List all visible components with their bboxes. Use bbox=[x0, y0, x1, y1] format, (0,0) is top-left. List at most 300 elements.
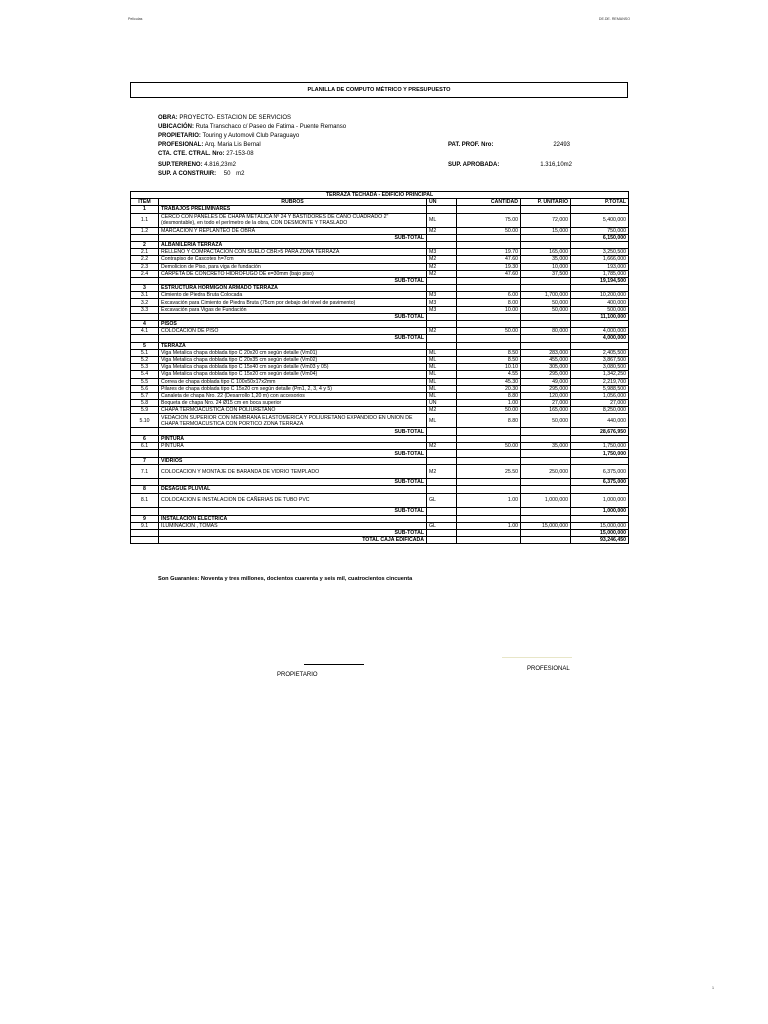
empty-cell bbox=[427, 458, 457, 465]
item-quantity: 8.80 bbox=[457, 392, 521, 399]
item-description: CHAPA TERMOACUSTICA CON POLIURETANO bbox=[159, 407, 427, 414]
empty-cell bbox=[571, 241, 629, 248]
empty-cell bbox=[131, 277, 159, 284]
item-number: 5.7 bbox=[131, 392, 159, 399]
item-number: 5.2 bbox=[131, 356, 159, 363]
item-number: 4.1 bbox=[131, 328, 159, 335]
item-unit: ML bbox=[427, 356, 457, 363]
profesional-label: PROFESIONAL: bbox=[158, 142, 204, 148]
subtotal-row bbox=[131, 507, 629, 515]
profesional-line bbox=[158, 142, 261, 148]
subtotal-label: SUB-TOTAL bbox=[159, 234, 427, 241]
category-row bbox=[131, 458, 629, 465]
item-total: 1,056,000 bbox=[571, 392, 629, 399]
propietario-signature-line bbox=[304, 664, 364, 665]
empty-cell bbox=[457, 335, 521, 342]
empty-cell bbox=[571, 321, 629, 328]
item-row bbox=[131, 414, 629, 428]
item-description: Excavación para Cimiento de Piedra Bruta (75cm por debajo del nivel de pavimento) bbox=[159, 299, 427, 306]
item-unit-price: 72,000 bbox=[521, 213, 571, 227]
item-unit-price: 37,500 bbox=[521, 270, 571, 277]
pat-prof-label: PAT. PROF. Nro: bbox=[448, 142, 494, 148]
item-number: 2.1 bbox=[131, 249, 159, 256]
item-quantity: 50.00 bbox=[457, 328, 521, 335]
item-row bbox=[131, 465, 629, 479]
item-total: 5,988,500 bbox=[571, 385, 629, 392]
item-description: CARPETA DE CONCRETO HIDROFUGO DE e=30mm (bajo piso) bbox=[159, 270, 427, 277]
item-description: Boqueta de chapa Nro. 24 Ø15 cm en boca superior bbox=[159, 400, 427, 407]
item-unit: M2 bbox=[427, 407, 457, 414]
item-unit-price: 120,000 bbox=[521, 392, 571, 399]
item-total: 1,785,000 bbox=[571, 270, 629, 277]
item-row bbox=[131, 349, 629, 356]
empty-cell bbox=[427, 450, 457, 458]
empty-cell bbox=[131, 313, 159, 320]
category-row bbox=[131, 515, 629, 522]
item-row bbox=[131, 400, 629, 407]
item-total: 8,250,000 bbox=[571, 407, 629, 414]
item-unit-price: 35,000 bbox=[521, 442, 571, 449]
empty-cell bbox=[457, 285, 521, 292]
empty-cell bbox=[131, 450, 159, 458]
item-unit: M2 bbox=[427, 256, 457, 263]
empty-cell bbox=[427, 435, 457, 442]
empty-cell bbox=[131, 529, 159, 536]
item-total: 440,000 bbox=[571, 414, 629, 428]
item-unit-price: 10,000 bbox=[521, 263, 571, 270]
propietario-value: Touring y Automovil Club Paraguayo bbox=[202, 133, 300, 139]
item-unit-price: 295,000 bbox=[521, 371, 571, 378]
document-title: PLANILLA DE COMPUTO MÉTRICO Y PRESUPUESTO bbox=[130, 82, 628, 98]
empty-cell bbox=[427, 507, 457, 515]
item-number: 5.3 bbox=[131, 364, 159, 371]
item-description: Demolicion de Piso, para viga de fundación bbox=[159, 263, 427, 270]
item-row bbox=[131, 306, 629, 313]
item-total: 2,219,700 bbox=[571, 378, 629, 385]
item-unit-price: 49,000 bbox=[521, 378, 571, 385]
ubicacion-value: Ruta Transchaco c/ Paseo de Fatima - Puente Remanso bbox=[195, 124, 347, 130]
page-number: 1 bbox=[712, 986, 714, 990]
category-number: 1 bbox=[131, 206, 159, 213]
empty-cell bbox=[457, 507, 521, 515]
item-row bbox=[131, 256, 629, 263]
item-quantity: 10.10 bbox=[457, 364, 521, 371]
category-name: DESAGUE PLUVIAL bbox=[159, 486, 427, 493]
item-unit-price: 283,000 bbox=[521, 349, 571, 356]
item-quantity: 10.00 bbox=[457, 306, 521, 313]
subtotal-label: SUB-TOTAL bbox=[159, 428, 427, 435]
empty-cell bbox=[131, 335, 159, 342]
subtotal-label: SUB-TOTAL bbox=[159, 529, 427, 536]
sup-terreno-line bbox=[158, 162, 236, 168]
item-total: 1,750,000 bbox=[571, 442, 629, 449]
item-quantity: 1.00 bbox=[457, 400, 521, 407]
subtotal-value: 15,000,000 bbox=[571, 529, 629, 536]
category-name: TERRAZA bbox=[159, 342, 427, 349]
item-unit: ML bbox=[427, 414, 457, 428]
item-description: Viga Metalica chapa doblada tipo C 20x20 cm según detalle (Vm01) bbox=[159, 349, 427, 356]
empty-cell bbox=[427, 335, 457, 342]
item-quantity: 50.00 bbox=[457, 407, 521, 414]
empty-cell bbox=[457, 428, 521, 435]
item-description: Viga Metalica chapa doblada tipo C 15x40 cm según detalle (Vm03 y 05) bbox=[159, 364, 427, 371]
empty-cell bbox=[571, 486, 629, 493]
empty-cell bbox=[521, 486, 571, 493]
item-total: 3,250,500 bbox=[571, 249, 629, 256]
header-rubros: RUBROS bbox=[159, 199, 427, 206]
item-total: 27,000 bbox=[571, 400, 629, 407]
item-total: 1,000,000 bbox=[571, 493, 629, 507]
item-row bbox=[131, 392, 629, 399]
item-total: 400,000 bbox=[571, 299, 629, 306]
empty-cell bbox=[457, 435, 521, 442]
item-number: 1.1 bbox=[131, 213, 159, 227]
item-unit-price: 1,000,000 bbox=[521, 493, 571, 507]
empty-cell bbox=[457, 241, 521, 248]
empty-cell bbox=[521, 450, 571, 458]
propietario-label: PROPIETARIO: bbox=[158, 133, 201, 139]
empty-cell bbox=[131, 234, 159, 241]
empty-cell bbox=[571, 342, 629, 349]
item-unit: ML bbox=[427, 378, 457, 385]
item-quantity: 47.60 bbox=[457, 270, 521, 277]
empty-cell bbox=[427, 537, 457, 544]
subtotal-value: 28,676,950 bbox=[571, 428, 629, 435]
item-number: 7.1 bbox=[131, 465, 159, 479]
item-quantity: 47.60 bbox=[457, 256, 521, 263]
sup-construir-line bbox=[158, 171, 245, 177]
item-total: 1,666,000 bbox=[571, 256, 629, 263]
item-number: 5.9 bbox=[131, 407, 159, 414]
category-name: ALBAÑILERIA TERRAZA bbox=[159, 241, 427, 248]
item-unit-price: 80,000 bbox=[521, 328, 571, 335]
category-name: PINTURA bbox=[159, 435, 427, 442]
subtotal-label: SUB-TOTAL bbox=[159, 450, 427, 458]
subtotal-value: 6,150,000 bbox=[571, 234, 629, 241]
item-number: 5.1 bbox=[131, 349, 159, 356]
category-row bbox=[131, 342, 629, 349]
item-quantity: 50.00 bbox=[457, 227, 521, 234]
subtotal-value: 1,000,000 bbox=[571, 507, 629, 515]
item-unit: M3 bbox=[427, 249, 457, 256]
item-total: 500,000 bbox=[571, 306, 629, 313]
empty-cell bbox=[571, 458, 629, 465]
empty-cell bbox=[521, 241, 571, 248]
item-unit-price: 27,000 bbox=[521, 400, 571, 407]
empty-cell bbox=[571, 206, 629, 213]
header-item: ÍTEM bbox=[131, 199, 159, 206]
item-unit: M2 bbox=[427, 270, 457, 277]
item-unit: ML bbox=[427, 364, 457, 371]
item-description: Viga Metalica chapa doblada tipo C 15x20 cm según detalle (Vm04) bbox=[159, 371, 427, 378]
item-quantity: 1.00 bbox=[457, 522, 521, 529]
empty-cell bbox=[427, 486, 457, 493]
item-unit-price: 250,000 bbox=[521, 465, 571, 479]
item-unit: ML bbox=[427, 392, 457, 399]
empty-cell bbox=[457, 486, 521, 493]
subtotal-row bbox=[131, 335, 629, 342]
category-name: TRABAJOS PRELIMINARES bbox=[159, 206, 427, 213]
empty-cell bbox=[457, 321, 521, 328]
item-row bbox=[131, 299, 629, 306]
header-un: UN bbox=[427, 199, 457, 206]
empty-cell bbox=[427, 206, 457, 213]
item-unit-price: 165,000 bbox=[521, 249, 571, 256]
subtotal-value: 4,000,000 bbox=[571, 335, 629, 342]
cta-value: 27-153-08 bbox=[226, 151, 254, 157]
item-description: Viga Metalica chapa doblada tipo C 20x35 cm según detalle (Vm02) bbox=[159, 356, 427, 363]
item-description: Canaleta de chapa Nro. 22 (Desarrollo 1,20 m) con accesorios bbox=[159, 392, 427, 399]
empty-cell bbox=[427, 234, 457, 241]
category-row bbox=[131, 435, 629, 442]
item-unit: ML bbox=[427, 349, 457, 356]
category-number: 7 bbox=[131, 458, 159, 465]
item-unit-price: 15,000 bbox=[521, 227, 571, 234]
amount-in-words: Son Guaranies: Noventa y tres millones, docientos cuarenta y seis mil, cuatrocientos cincuenta bbox=[158, 576, 413, 582]
sup-aprobada-value: 1.316,10m2 bbox=[540, 162, 572, 168]
empty-cell bbox=[427, 241, 457, 248]
item-quantity: 25.50 bbox=[457, 465, 521, 479]
item-row bbox=[131, 263, 629, 270]
sup-construir-unit: m2 bbox=[236, 171, 245, 177]
item-row bbox=[131, 356, 629, 363]
item-quantity: 45.30 bbox=[457, 378, 521, 385]
item-unit: M2 bbox=[427, 442, 457, 449]
item-row bbox=[131, 493, 629, 507]
subtotal-value: 19,194,500 bbox=[571, 277, 629, 284]
subtotal-row bbox=[131, 428, 629, 435]
item-total: 2,405,500 bbox=[571, 349, 629, 356]
item-number: 1.2 bbox=[131, 227, 159, 234]
empty-cell bbox=[457, 450, 521, 458]
item-total: 193,000 bbox=[571, 263, 629, 270]
item-unit-price: 50,000 bbox=[521, 414, 571, 428]
profesional-signature-label: PROFESIONAL bbox=[527, 666, 570, 672]
item-unit: GL bbox=[427, 493, 457, 507]
item-unit: M2 bbox=[427, 465, 457, 479]
obra-value: PROYECTO- ESTACION DE SERVICIOS bbox=[179, 115, 292, 121]
item-quantity: 8.50 bbox=[457, 349, 521, 356]
item-unit-price: 455,000 bbox=[521, 356, 571, 363]
empty-cell bbox=[427, 428, 457, 435]
subtotal-row bbox=[131, 277, 629, 284]
ubicacion-label: UBICACIÓN: bbox=[158, 124, 194, 130]
profesional-value: Arq. Maria Lis Bernal bbox=[204, 142, 261, 148]
item-row bbox=[131, 378, 629, 385]
empty-cell bbox=[427, 277, 457, 284]
item-total: 15,000,000 bbox=[571, 522, 629, 529]
item-row bbox=[131, 227, 629, 234]
item-description: PINTURA bbox=[159, 442, 427, 449]
item-total: 5,400,000 bbox=[571, 213, 629, 227]
item-description: Excavación para Vigas de Fundación bbox=[159, 306, 427, 313]
item-number: 5.10 bbox=[131, 414, 159, 428]
item-quantity: 1.00 bbox=[457, 493, 521, 507]
item-row bbox=[131, 407, 629, 414]
item-unit-price: 50,000 bbox=[521, 299, 571, 306]
header-right-text: DE.DE. REMANSO bbox=[598, 17, 630, 21]
item-number: 2.2 bbox=[131, 256, 159, 263]
subtotal-row bbox=[131, 529, 629, 536]
item-unit: M3 bbox=[427, 292, 457, 299]
category-number: 5 bbox=[131, 342, 159, 349]
category-row bbox=[131, 206, 629, 213]
section-title-row bbox=[131, 192, 629, 199]
item-description: Correa de chapa doblada tipo C 100x50x17x2mm bbox=[159, 378, 427, 385]
empty-cell bbox=[521, 428, 571, 435]
subtotal-label: SUB-TOTAL bbox=[159, 335, 427, 342]
subtotal-row bbox=[131, 234, 629, 241]
empty-cell bbox=[571, 435, 629, 442]
category-number: 2 bbox=[131, 241, 159, 248]
item-total: 4,000,000 bbox=[571, 328, 629, 335]
item-row bbox=[131, 270, 629, 277]
empty-cell bbox=[427, 479, 457, 486]
cta-line bbox=[158, 151, 254, 157]
item-row bbox=[131, 249, 629, 256]
empty-cell bbox=[457, 537, 521, 544]
empty-cell bbox=[457, 479, 521, 486]
item-number: 9.1 bbox=[131, 522, 159, 529]
empty-cell bbox=[457, 458, 521, 465]
header-cantidad: CANTIDAD bbox=[457, 199, 521, 206]
item-unit-price: 50,000 bbox=[521, 306, 571, 313]
item-row bbox=[131, 292, 629, 299]
sup-aprobada-label: SUP. APROBADA: bbox=[448, 162, 500, 168]
obra-label: OBRA: bbox=[158, 115, 178, 121]
empty-cell bbox=[457, 234, 521, 241]
empty-cell bbox=[521, 313, 571, 320]
header-left-text: Peliculas bbox=[128, 17, 143, 21]
empty-cell bbox=[131, 428, 159, 435]
empty-cell bbox=[521, 277, 571, 284]
empty-cell bbox=[427, 342, 457, 349]
empty-cell bbox=[427, 285, 457, 292]
empty-cell bbox=[571, 515, 629, 522]
section-title: TERRAZA TECHADA - EDIFICIO PRINCIPAL bbox=[131, 192, 629, 199]
item-description: Pilares de chapa doblada tipo C 15x20 cm según detalle (Pm1, 2, 3, 4 y 5) bbox=[159, 385, 427, 392]
item-unit: ML bbox=[427, 213, 457, 227]
item-quantity: 8.50 bbox=[457, 356, 521, 363]
item-quantity: 19.70 bbox=[457, 249, 521, 256]
empty-cell bbox=[521, 537, 571, 544]
item-description: CERCO CON PANELES DE CHAPA METÁLICA Nº 24 Y BASTIDORES DE CAÑO CUADRADO 2" (desmontable), en todo el perímetro de la obra, CON DESMONTE Y TRASLADO bbox=[159, 213, 427, 227]
category-row bbox=[131, 241, 629, 248]
empty-cell bbox=[457, 529, 521, 536]
item-quantity: 19.30 bbox=[457, 263, 521, 270]
item-quantity: 50.00 bbox=[457, 442, 521, 449]
category-name: PISOS bbox=[159, 321, 427, 328]
item-unit: M2 bbox=[427, 328, 457, 335]
item-number: 5.5 bbox=[131, 378, 159, 385]
category-number: 9 bbox=[131, 515, 159, 522]
sup-construir-value: 50 bbox=[223, 171, 231, 177]
item-number: 2.3 bbox=[131, 263, 159, 270]
empty-cell bbox=[521, 529, 571, 536]
item-number: 5.6 bbox=[131, 385, 159, 392]
empty-cell bbox=[521, 435, 571, 442]
empty-cell bbox=[521, 206, 571, 213]
subtotal-row bbox=[131, 313, 629, 320]
empty-cell bbox=[521, 342, 571, 349]
item-number: 5.4 bbox=[131, 371, 159, 378]
item-number: 3.2 bbox=[131, 299, 159, 306]
sup-terreno-label: SUP.TERRENO: bbox=[158, 162, 203, 168]
empty-cell bbox=[457, 206, 521, 213]
empty-cell bbox=[571, 285, 629, 292]
pat-prof-value: 22493 bbox=[553, 142, 570, 148]
sup-terreno-value: 4.816,23m2 bbox=[204, 162, 236, 168]
item-unit: M2 bbox=[427, 263, 457, 270]
budget-table bbox=[130, 191, 629, 544]
item-total: 10,200,000 bbox=[571, 292, 629, 299]
category-row bbox=[131, 285, 629, 292]
category-name: INSTALACION ELECTRICA bbox=[159, 515, 427, 522]
category-name: VIDRIOS bbox=[159, 458, 427, 465]
empty-cell bbox=[427, 529, 457, 536]
subtotal-value: 1,750,000 bbox=[571, 450, 629, 458]
category-number: 4 bbox=[131, 321, 159, 328]
category-name: ESTRUCTURA HORMIGON ARMADO TERRAZA bbox=[159, 285, 427, 292]
sup-construir-label: SUP. A CONSTRUIR: bbox=[158, 171, 217, 177]
item-row bbox=[131, 522, 629, 529]
empty-cell bbox=[521, 479, 571, 486]
item-description: VEDACION SUPERIOR CON MEMBRANA ELASTOMERICA Y POLIURETANO EXPANDIDO EN UNION DE CHAPA TERMOACUSTICA CON PORTICO ZONA TERRAZA bbox=[159, 414, 427, 428]
empty-cell bbox=[457, 342, 521, 349]
item-total: 3,080,500 bbox=[571, 364, 629, 371]
item-unit: M2 bbox=[427, 227, 457, 234]
empty-cell bbox=[427, 321, 457, 328]
item-unit-price: 35,000 bbox=[521, 256, 571, 263]
grand-total-row bbox=[131, 537, 629, 544]
item-quantity: 20.30 bbox=[457, 385, 521, 392]
item-unit: GL bbox=[427, 522, 457, 529]
item-number: 8.1 bbox=[131, 493, 159, 507]
item-description: Contrapiso de Cascotes h=7cm bbox=[159, 256, 427, 263]
empty-cell bbox=[521, 507, 571, 515]
empty-cell bbox=[521, 515, 571, 522]
item-description: COLOCACION Y MONTAJE DE BARANDA DE VIDRIO TEMPLADO bbox=[159, 465, 427, 479]
subtotal-label: SUB-TOTAL bbox=[159, 507, 427, 515]
item-number: 5.8 bbox=[131, 400, 159, 407]
item-total: 6,375,000 bbox=[571, 465, 629, 479]
item-total: 3,867,500 bbox=[571, 356, 629, 363]
empty-cell bbox=[457, 313, 521, 320]
item-unit-price: 295,000 bbox=[521, 385, 571, 392]
subtotal-value: 11,100,000 bbox=[571, 313, 629, 320]
item-row bbox=[131, 442, 629, 449]
item-description: COLOCACION DE PISO bbox=[159, 328, 427, 335]
item-unit-price: 1,700,000 bbox=[521, 292, 571, 299]
item-unit-price: 15,000,000 bbox=[521, 522, 571, 529]
empty-cell bbox=[131, 479, 159, 486]
item-row bbox=[131, 213, 629, 227]
item-quantity: 75.00 bbox=[457, 213, 521, 227]
item-quantity: 6.00 bbox=[457, 292, 521, 299]
empty-cell bbox=[521, 321, 571, 328]
item-total: 1,342,250 bbox=[571, 371, 629, 378]
item-description: Cimiento de Piedra Bruta Colocada bbox=[159, 292, 427, 299]
item-unit: M3 bbox=[427, 299, 457, 306]
category-number: 3 bbox=[131, 285, 159, 292]
category-row bbox=[131, 486, 629, 493]
item-unit: ML bbox=[427, 385, 457, 392]
item-description: MARCACION Y REPLANTEO DE OBRA bbox=[159, 227, 427, 234]
profesional-signature-line bbox=[502, 657, 572, 658]
subtotal-label: SUB-TOTAL bbox=[159, 277, 427, 284]
item-unit: ML bbox=[427, 371, 457, 378]
obra-line bbox=[158, 115, 291, 121]
